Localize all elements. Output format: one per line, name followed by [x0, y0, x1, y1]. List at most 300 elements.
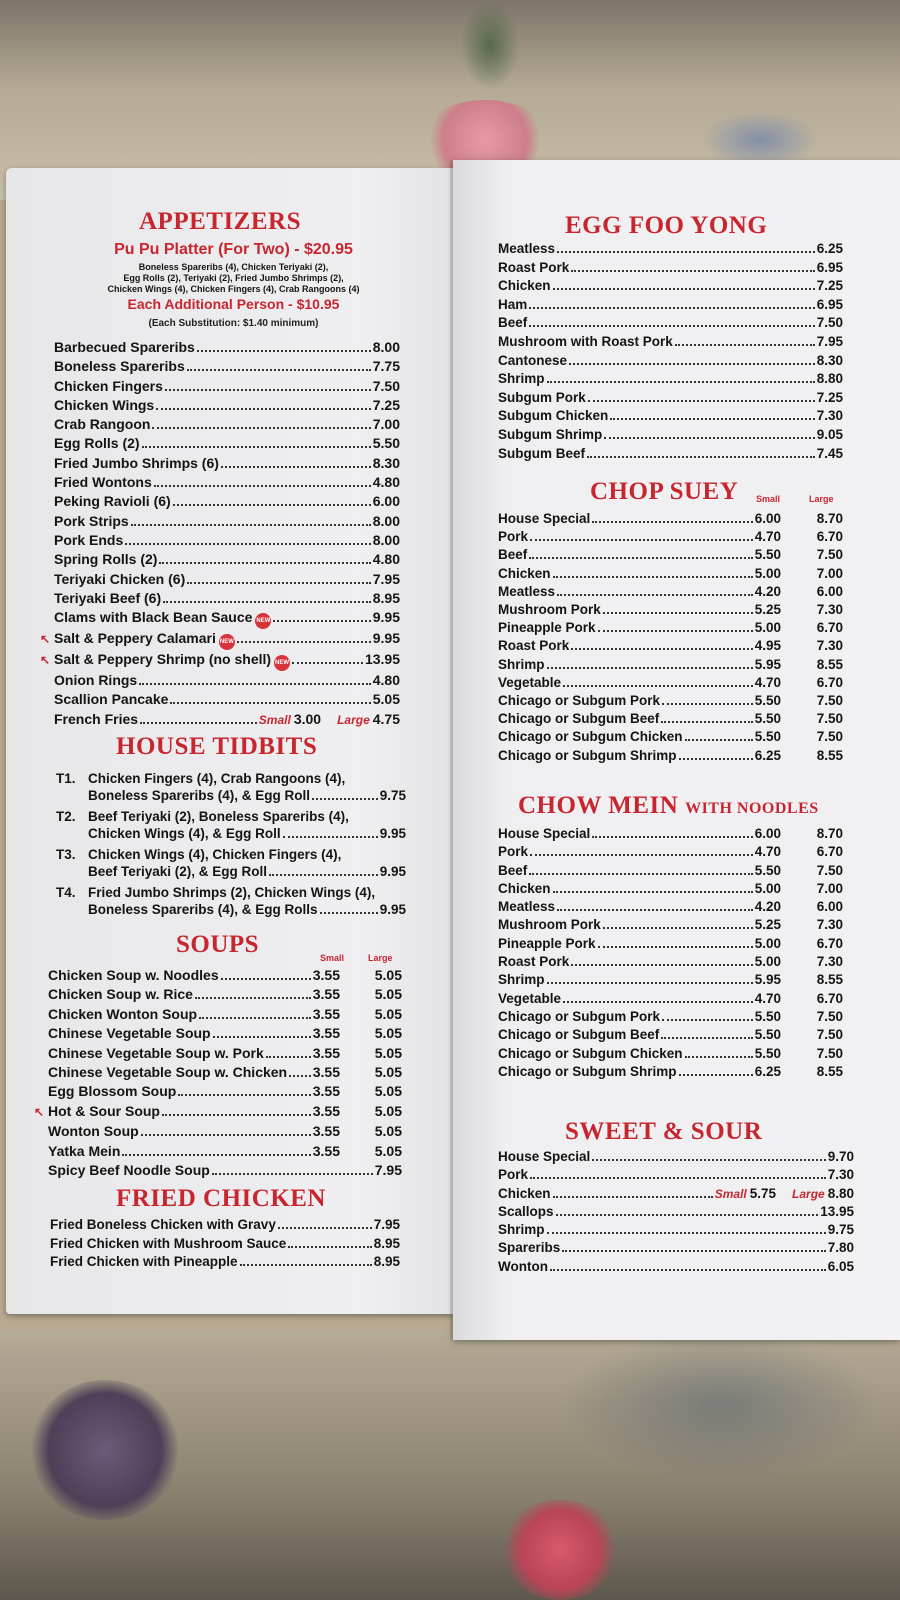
- dot-leader: [550, 1269, 826, 1271]
- menu-item-row: [498, 916, 843, 934]
- menu-item-row: [498, 296, 843, 315]
- menu-item-price: 7.95: [372, 570, 400, 587]
- menu-item-price: 7.80: [827, 1240, 854, 1256]
- dot-leader: [269, 863, 378, 876]
- menu-item-row: [54, 454, 400, 473]
- menu-item-price: 8.00: [372, 512, 400, 529]
- menu-item-name: Salt & Peppery Shrimp (no shell): [54, 651, 272, 668]
- menu-item-name: Salt & Peppery Calamari: [54, 630, 216, 647]
- menu-item-name: Teriyaki Chicken (6): [54, 570, 186, 587]
- dot-leader: [571, 964, 752, 966]
- large-price: 7.30: [816, 954, 843, 970]
- small-price: 5.00: [754, 935, 781, 951]
- dot-leader: [557, 594, 753, 596]
- tidbit-description: Boneless Spareribs (4), & Egg Rolls: [88, 902, 318, 917]
- menu-item-name: Egg Blossom Soup: [48, 1083, 177, 1100]
- menu-item-name: Mushroom with Roast Pork: [498, 333, 673, 349]
- menu-item-row: [54, 492, 400, 511]
- tidbit-code: T3.: [56, 847, 76, 862]
- dot-leader: [553, 576, 753, 578]
- menu-item-name: Spicy Beef Noodle Soup: [48, 1162, 210, 1179]
- menu-item-row: [54, 570, 400, 589]
- menu-item-row: [498, 1063, 843, 1081]
- menu-item-row: [498, 426, 843, 445]
- menu-item-price: 7.75: [372, 358, 400, 375]
- menu-item-name: Chicago or Subgum Shrimp: [498, 747, 677, 763]
- large-price: 7.50: [816, 862, 843, 878]
- dot-leader: [592, 1159, 825, 1161]
- large-price: 6.70: [816, 674, 843, 690]
- menu-item-row: [498, 1239, 854, 1257]
- menu-item-name: Chicken Fingers: [54, 377, 163, 394]
- menu-item-name: House Special: [498, 1149, 591, 1164]
- menu-item-name: Vegetable: [498, 674, 562, 690]
- large-price: 8.70: [816, 511, 843, 526]
- small-price: 4.70: [754, 674, 781, 690]
- menu-item-name: Wonton: [498, 1258, 548, 1274]
- menu-item-name: Chicken Soup w. Noodles: [48, 967, 219, 983]
- menu-item-row: [54, 434, 400, 453]
- small-price: 5.50: [754, 729, 781, 745]
- large-price: 5.05: [374, 986, 402, 1003]
- small-price: 3.55: [312, 1064, 340, 1081]
- large-price: 8.70: [816, 826, 843, 841]
- large-price: 4.75: [372, 710, 400, 727]
- menu-item-name: Chinese Vegetable Soup w. Pork: [48, 1044, 264, 1061]
- menu-item-price: 9.95: [372, 609, 400, 626]
- tidbit-description: Boneless Spareribs (4), & Egg Roll: [88, 788, 311, 803]
- small-price: 4.70: [754, 990, 781, 1006]
- menu-item-row: [48, 1161, 402, 1180]
- large-label: Large: [337, 712, 370, 727]
- dot-leader: [152, 427, 370, 429]
- fried-chicken-list: [50, 1216, 400, 1272]
- large-price: 8.55: [816, 1063, 843, 1079]
- large-price: 5.05: [374, 1083, 402, 1100]
- menu-item-name: Barbecued Spareribs: [54, 339, 195, 355]
- menu-item-row: [498, 565, 843, 583]
- menu-item-row: [498, 546, 843, 564]
- menu-item-price: 7.25: [816, 389, 843, 405]
- menu-item-row: [498, 1008, 843, 1026]
- menu-item-price: 9.75: [827, 1222, 854, 1238]
- menu-item-name: House Special: [498, 511, 591, 526]
- menu-item-name: Onion Rings: [54, 672, 138, 689]
- menu-item-price: 8.95: [373, 1235, 400, 1251]
- pupu-platter-title: Pu Pu Platter (For Two) - $20.95: [114, 241, 353, 258]
- menu-item-row: [498, 656, 843, 674]
- menu-item-row: [54, 531, 400, 550]
- red-flower-pattern: [500, 1500, 620, 1600]
- menu-item-row: [48, 1142, 402, 1161]
- menu-item-price: 13.95: [820, 1203, 854, 1219]
- large-price: 6.70: [816, 844, 843, 860]
- menu-item-name: Pork: [498, 844, 529, 860]
- small-price: 3.55: [312, 1102, 340, 1119]
- pupu-line: Egg Rolls (2), Teriyaki (2), Fried Jumbo Shrimps (2),: [123, 273, 344, 283]
- small-price: 4.70: [754, 844, 781, 860]
- tidbit-line: [56, 884, 406, 901]
- tidbit-line: [56, 846, 406, 863]
- menu-item-row: [54, 473, 400, 492]
- small-price: 5.50: [754, 1045, 781, 1061]
- menu-item-name: Fried Jumbo Shrimps (6): [54, 454, 219, 471]
- large-price: 6.00: [816, 899, 843, 915]
- menu-item-name: Peking Ravioli (6): [54, 493, 171, 510]
- menu-item-price: 7.30: [827, 1167, 854, 1183]
- tidbit-line: [56, 863, 406, 880]
- menu-item-name: Scallion Pancake: [54, 691, 169, 708]
- menu-item-name: Egg Rolls (2): [54, 435, 140, 452]
- menu-item-name: Shrimp: [498, 1222, 545, 1238]
- large-price: 8.55: [816, 972, 843, 988]
- menu-item-price: 9.05: [816, 426, 843, 442]
- menu-item-price: 6.00: [372, 493, 400, 510]
- dot-leader: [588, 400, 815, 402]
- menu-item-price: 7.50: [372, 377, 400, 394]
- chop-suey-large-header: Large: [809, 494, 834, 504]
- small-label: Small: [714, 1186, 747, 1201]
- soups-small-header: Small: [320, 953, 345, 963]
- dot-leader: [221, 466, 371, 468]
- menu-item-price: 8.00: [372, 531, 400, 548]
- menu-item-row: ↖ Salt & Peppery Calamari NEW 9.95: [54, 629, 400, 650]
- dot-leader: [213, 1036, 311, 1038]
- menu-item-name: Subgum Beef: [498, 445, 586, 461]
- menu-item-price: 7.25: [372, 396, 400, 413]
- dot-leader: [266, 1056, 311, 1058]
- substitution-note: (Each Substitution: $1.40 minimum): [148, 318, 319, 329]
- menu-item-name: Pineapple Pork: [498, 620, 596, 636]
- menu-item-name: Chicken Wonton Soup: [48, 1005, 198, 1022]
- dot-leader: [139, 683, 371, 685]
- small-price: 3.55: [312, 1123, 340, 1140]
- menu-item-price: 7.00: [372, 416, 400, 433]
- dot-leader: [221, 978, 311, 980]
- menu-item-row: [498, 619, 843, 637]
- dot-leader: [553, 288, 815, 290]
- menu-item-name: Meatless: [498, 241, 556, 256]
- menu-item-price: 7.30: [816, 408, 843, 424]
- egg-foo-yong-list: [498, 240, 843, 463]
- dot-leader: [603, 612, 753, 614]
- tidbit-item: [56, 884, 406, 918]
- dot-leader: [587, 456, 815, 458]
- dot-leader: [199, 1017, 311, 1019]
- chow-mein-heading: [518, 792, 819, 820]
- small-price: 6.00: [754, 826, 781, 841]
- dot-leader: [154, 485, 371, 487]
- small-price: 5.00: [754, 880, 781, 896]
- menu-item-name: Beef: [498, 315, 528, 331]
- menu-item-row: [498, 637, 843, 655]
- dot-leader: [662, 1019, 753, 1021]
- small-price: 5.50: [754, 693, 781, 709]
- menu-item-row: [498, 445, 843, 464]
- menu-item-name: Boneless Spareribs: [54, 358, 185, 375]
- tidbit-description: Beef Teriyaki (2), & Egg Roll: [88, 864, 268, 879]
- tidbit-line: [56, 901, 406, 918]
- menu-item-row: [498, 1185, 854, 1203]
- tidbit-item: [56, 770, 406, 804]
- small-price: 5.75: [749, 1185, 777, 1201]
- menu-item-row: [498, 747, 843, 765]
- dot-leader: [165, 389, 371, 391]
- menu-item-row: [54, 512, 400, 531]
- small-price: 6.25: [754, 1063, 781, 1079]
- menu-item-name: Pork Strips: [54, 512, 129, 529]
- menu-item-row: [498, 953, 843, 971]
- small-price: 5.50: [754, 862, 781, 878]
- large-price: 6.70: [816, 990, 843, 1006]
- menu-item-price: 8.30: [816, 352, 843, 368]
- dot-leader: [197, 350, 371, 352]
- dot-leader: [162, 1114, 311, 1116]
- large-price: 7.50: [816, 729, 843, 745]
- menu-item-name: Roast Pork: [498, 259, 570, 275]
- menu-item-name: Shrimp: [498, 656, 545, 672]
- small-price: 3.00: [293, 710, 322, 727]
- menu-item-row: ↖ Hot & Sour Soup 3.55 5.05: [48, 1102, 402, 1122]
- soups-heading: SOUPS: [176, 931, 260, 958]
- large-price: 5.05: [374, 1102, 402, 1119]
- small-price: 5.95: [754, 656, 781, 672]
- menu-item-row: [498, 601, 843, 619]
- dot-leader: [159, 562, 370, 564]
- menu-item-name: Scallops: [498, 1203, 554, 1219]
- dot-leader: [529, 557, 752, 559]
- dot-leader: [530, 539, 753, 541]
- menu-item-price: 8.95: [373, 1254, 400, 1269]
- menu-item-name: Hot & Sour Soup: [48, 1102, 160, 1119]
- large-price: 5.05: [374, 1005, 402, 1022]
- menu-item-row: [50, 1253, 400, 1272]
- chow-mein-subtitle: WITH NOODLES: [685, 800, 819, 817]
- menu-item-name: Fried Boneless Chicken with Gravy: [50, 1217, 276, 1232]
- large-price: 8.55: [816, 656, 843, 672]
- large-price: 5.05: [374, 1044, 402, 1061]
- dot-leader: [661, 721, 752, 723]
- appetizers-heading: APPETIZERS: [139, 208, 301, 235]
- dot-leader: [237, 641, 371, 643]
- small-price: 6.00: [754, 511, 781, 526]
- additional-person-price: Each Additional Person - $10.95: [127, 296, 340, 312]
- small-price: 3.55: [312, 967, 340, 983]
- menu-item-row: [498, 528, 843, 546]
- dot-leader: [278, 1227, 372, 1229]
- large-price: 7.00: [816, 565, 843, 581]
- large-price: 7.50: [816, 1008, 843, 1024]
- tidbit-line: [56, 787, 406, 804]
- small-price: 6.25: [754, 747, 781, 763]
- menu-item-name: Pineapple Pork: [498, 935, 596, 951]
- dot-leader: [187, 369, 371, 371]
- menu-item-name: French Fries: [54, 710, 139, 727]
- menu-item-row: [54, 589, 400, 608]
- menu-item-name: Pork: [498, 1167, 529, 1183]
- tidbit-price: 9.95: [379, 864, 406, 879]
- menu-item-name: Meatless: [498, 583, 556, 599]
- tidbit-description: Chicken Wings (4), Chicken Fingers (4),: [88, 847, 342, 862]
- large-price: 7.50: [816, 1027, 843, 1043]
- menu-item-name: Chicken: [498, 278, 551, 294]
- chop-suey-heading: CHOP SUEY: [590, 478, 739, 505]
- appetizers-list: [40, 338, 400, 730]
- menu-item-price: 4.80: [372, 672, 400, 689]
- menu-item-price: 7.50: [816, 315, 843, 331]
- fried-chicken-heading: FRIED CHICKEN: [116, 1185, 326, 1212]
- menu-item-name: Chicken: [498, 880, 551, 896]
- menu-item-row: [498, 583, 843, 601]
- menu-item-name: Shrimp: [498, 371, 545, 387]
- menu-item-name: Ham: [498, 296, 528, 312]
- menu-item-name: Spareribs: [498, 1240, 561, 1256]
- menu-item-price: 7.95: [373, 1217, 400, 1232]
- menu-item-row: [48, 1024, 402, 1043]
- small-label: Small: [258, 712, 291, 727]
- small-price: 3.55: [312, 1044, 340, 1061]
- small-price: 5.25: [754, 917, 781, 933]
- dot-leader: [547, 1232, 826, 1234]
- menu-item-name: Fried Wontons: [54, 474, 152, 491]
- menu-item-name: Chicago or Subgum Pork: [498, 693, 661, 709]
- tidbit-price: 9.75: [379, 788, 406, 803]
- menu-item-row: [498, 728, 843, 746]
- menu-item-price: 8.80: [816, 371, 843, 387]
- dot-leader: [679, 1074, 753, 1076]
- dot-leader: [140, 722, 257, 724]
- menu-item-name: Cantonese: [498, 352, 568, 368]
- menu-item-name: Subgum Shrimp: [498, 426, 603, 442]
- menu-item-price: 7.25: [816, 278, 843, 294]
- menu-item-price: 9.95: [372, 630, 400, 647]
- menu-item-row: [498, 314, 843, 333]
- tidbit-price: 9.95: [379, 902, 406, 917]
- menu-item-row: [54, 550, 400, 569]
- menu-item-row: [48, 1005, 402, 1024]
- small-price: 5.50: [754, 711, 781, 727]
- menu-item-row: [48, 1063, 402, 1082]
- menu-item-row: [498, 240, 843, 259]
- menu-item-name: Spring Rolls (2): [54, 551, 158, 568]
- menu-item-price: 7.95: [816, 333, 843, 349]
- menu-item-row: [498, 277, 843, 296]
- dot-leader: [122, 1154, 310, 1156]
- tidbit-line: [56, 808, 406, 825]
- small-price: 4.20: [754, 583, 781, 599]
- menu-page-left: [6, 168, 453, 1314]
- large-price: 8.55: [816, 747, 843, 763]
- menu-item-row: [54, 690, 400, 709]
- menu-item-row: [498, 692, 843, 710]
- dot-leader: [592, 836, 752, 838]
- menu-item-row: [498, 407, 843, 426]
- dot-leader: [571, 648, 752, 650]
- menu-item-row: [498, 333, 843, 352]
- dot-leader: [283, 825, 378, 838]
- egg-foo-yong-heading: EGG FOO YONG: [565, 212, 768, 239]
- chow-mein-title: CHOW MEIN: [518, 792, 679, 819]
- dot-leader: [187, 582, 371, 584]
- dot-leader: [529, 325, 814, 327]
- small-price: 5.95: [754, 972, 781, 988]
- menu-item-name: Clams with Black Bean Sauce: [54, 609, 253, 626]
- large-price: 5.05: [374, 967, 402, 983]
- menu-item-name: Meatless: [498, 899, 556, 915]
- dot-leader: [598, 630, 753, 632]
- dot-leader: [685, 739, 753, 741]
- tidbit-description: Chicken Fingers (4), Crab Rangoons (4),: [88, 771, 346, 786]
- large-price: 5.05: [374, 1025, 402, 1042]
- large-label: Large: [792, 1186, 825, 1201]
- small-price: 3.55: [312, 1025, 340, 1042]
- menu-item-row: [50, 1235, 400, 1254]
- menu-item-name: Pork: [498, 529, 529, 545]
- sweet-sour-list: [498, 1148, 854, 1276]
- dot-leader: [556, 1214, 819, 1216]
- new-badge-icon: NEW: [219, 634, 235, 650]
- menu-item-row: [498, 389, 843, 408]
- dot-leader: [563, 1001, 753, 1003]
- small-price: 3.55: [312, 986, 340, 1003]
- dot-leader: [679, 758, 753, 760]
- menu-item-row: [48, 1122, 402, 1141]
- dot-leader: [163, 601, 371, 603]
- tidbit-item: [56, 808, 406, 842]
- tidbit-item: [56, 846, 406, 880]
- menu-item-name: Teriyaki Beef (6): [54, 589, 162, 606]
- purple-flower-pattern: [30, 1380, 180, 1520]
- large-price: 8.80: [827, 1185, 854, 1201]
- sweet-sour-heading: SWEET & SOUR: [565, 1118, 763, 1145]
- menu-item-row: [498, 510, 843, 528]
- menu-item-row: [54, 338, 400, 357]
- large-price: 7.50: [816, 711, 843, 727]
- dot-leader: [530, 854, 753, 856]
- pupu-platter-description: [26, 262, 441, 295]
- menu-item-row: [54, 396, 400, 415]
- menu-item-price: 6.95: [816, 296, 843, 312]
- dot-leader: [661, 1037, 752, 1039]
- menu-page-right: [453, 160, 900, 1340]
- menu-item-name: Beef: [498, 862, 528, 878]
- menu-item-name: Chicago or Subgum Shrimp: [498, 1063, 677, 1079]
- menu-item-name: Chinese Vegetable Soup w. Chicken: [48, 1064, 288, 1081]
- dot-leader: [603, 927, 753, 929]
- tidbit-line: [56, 770, 406, 787]
- menu-item-row: [498, 710, 843, 728]
- dot-leader: [675, 344, 815, 346]
- chop-suey-small-header: Small: [756, 494, 781, 504]
- small-price: 5.50: [754, 1027, 781, 1043]
- menu-item-price: 6.25: [816, 241, 843, 256]
- menu-item-price: 7.45: [816, 445, 843, 461]
- new-badge-icon: NEW: [255, 613, 271, 629]
- large-price: 7.30: [816, 917, 843, 933]
- menu-item-price: 9.70: [827, 1149, 854, 1164]
- large-price: 7.50: [816, 693, 843, 709]
- large-price: 6.70: [816, 620, 843, 636]
- menu-item-name: Mushroom Pork: [498, 602, 601, 618]
- menu-item-name: Chicken Wings: [54, 396, 155, 413]
- dot-leader: [547, 667, 753, 669]
- menu-item-row: [498, 843, 843, 861]
- tidbit-description: Fried Jumbo Shrimps (2), Chicken Wings (4),: [88, 885, 376, 900]
- menu-item-name: Mushroom Pork: [498, 917, 601, 933]
- new-badge-icon: NEW: [274, 655, 290, 671]
- menu-item-row: [498, 935, 843, 953]
- small-price: 4.20: [754, 899, 781, 915]
